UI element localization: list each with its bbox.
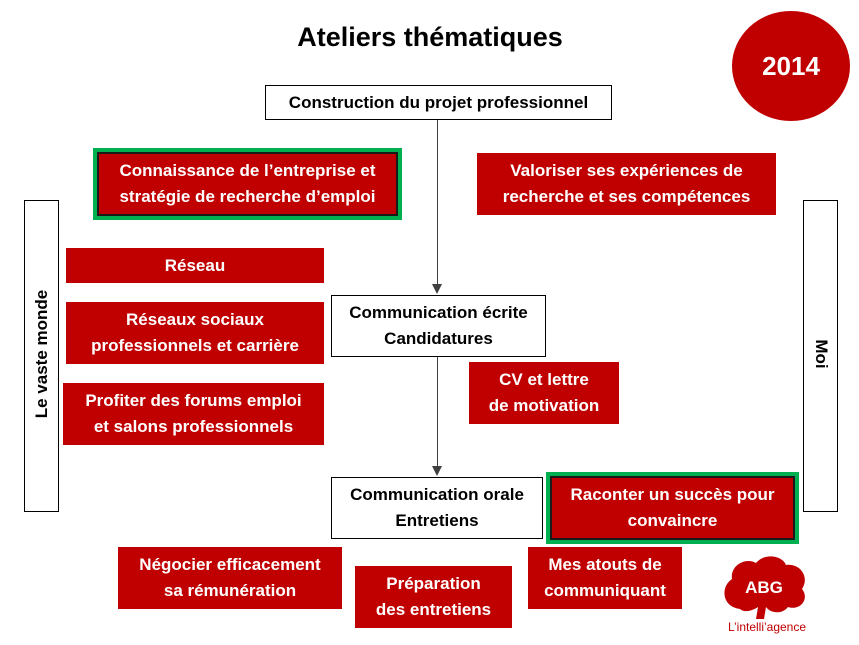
right-side-panel: [803, 200, 838, 512]
workshop-connaissance-line1: Connaissance de l’entreprise et: [119, 161, 376, 180]
workshop-atouts-line2: communiquant: [544, 581, 666, 600]
page-title: Ateliers thématiques: [297, 22, 563, 52]
workshop-connaissance-line2: stratégie de recherche d’emploi: [119, 187, 376, 206]
left-side-panel: [24, 200, 59, 512]
workshop-cv-line2: de motivation: [488, 396, 600, 415]
workshop-reseaux-sociaux-line2: professionnels et carrière: [91, 336, 299, 355]
left-side-label: Le vaste monde: [32, 289, 51, 419]
logo-tagline: L’intelli’agence: [727, 620, 807, 634]
workshop-reseau-label: Réseau: [164, 255, 226, 275]
workshop-connaissance: [93, 148, 402, 220]
workshop-preparation-line1: Préparation: [386, 574, 481, 593]
flow-step-orale-line2: Entretiens: [395, 511, 479, 530]
logo-text: ABG: [745, 578, 783, 597]
flow-step-projet: [265, 85, 612, 120]
workshop-valoriser-line1: Valoriser ses expériences de: [510, 161, 743, 180]
workshop-cv-line1: CV et lettre: [499, 370, 589, 389]
workshop-atouts: [528, 547, 682, 609]
workshop-raconter-line2: convaincre: [627, 511, 718, 530]
connector-line-2: [437, 357, 438, 467]
abg-logo: [712, 551, 822, 636]
arrowhead-2: [432, 466, 442, 476]
workshop-valoriser-line2: recherche et ses compétences: [502, 187, 751, 206]
workshop-preparation-line2: des entretiens: [375, 600, 492, 619]
workshop-valoriser: [477, 153, 776, 215]
workshop-forums-line2: et salons professionnels: [93, 417, 294, 436]
workshop-preparation: [355, 566, 512, 628]
workshop-reseaux-sociaux: [66, 302, 324, 364]
arrowhead-1: [432, 284, 442, 294]
workshop-negocier-line2: sa rémunération: [163, 581, 297, 600]
flow-step-ecrite: [331, 295, 546, 357]
flow-step-ecrite-line1: Communication écrite: [349, 303, 528, 322]
workshop-raconter: [546, 472, 799, 544]
flow-step-projet-label: Construction du projet professionnel: [288, 92, 589, 112]
right-side-label: Moi: [812, 339, 831, 369]
workshop-reseaux-sociaux-line1: Réseaux sociaux: [126, 310, 264, 329]
brain-icon: [712, 551, 822, 636]
flow-step-orale: [331, 477, 543, 539]
workshop-forums: [63, 383, 324, 445]
workshop-raconter-line1: Raconter un succès pour: [570, 485, 775, 504]
flow-step-ecrite-line2: Candidatures: [384, 329, 493, 348]
flow-step-orale-line1: Communication orale: [350, 485, 524, 504]
connector-line-1: [437, 119, 438, 285]
workshop-cv: [469, 362, 619, 424]
workshop-negocier: [118, 547, 342, 609]
workshop-negocier-line1: Négocier efficacement: [139, 555, 321, 574]
year-badge: 2014: [732, 11, 850, 121]
workshop-forums-line1: Profiter des forums emploi: [85, 391, 302, 410]
workshop-atouts-line1: Mes atouts de: [548, 555, 662, 574]
workshop-reseau: [66, 248, 324, 283]
